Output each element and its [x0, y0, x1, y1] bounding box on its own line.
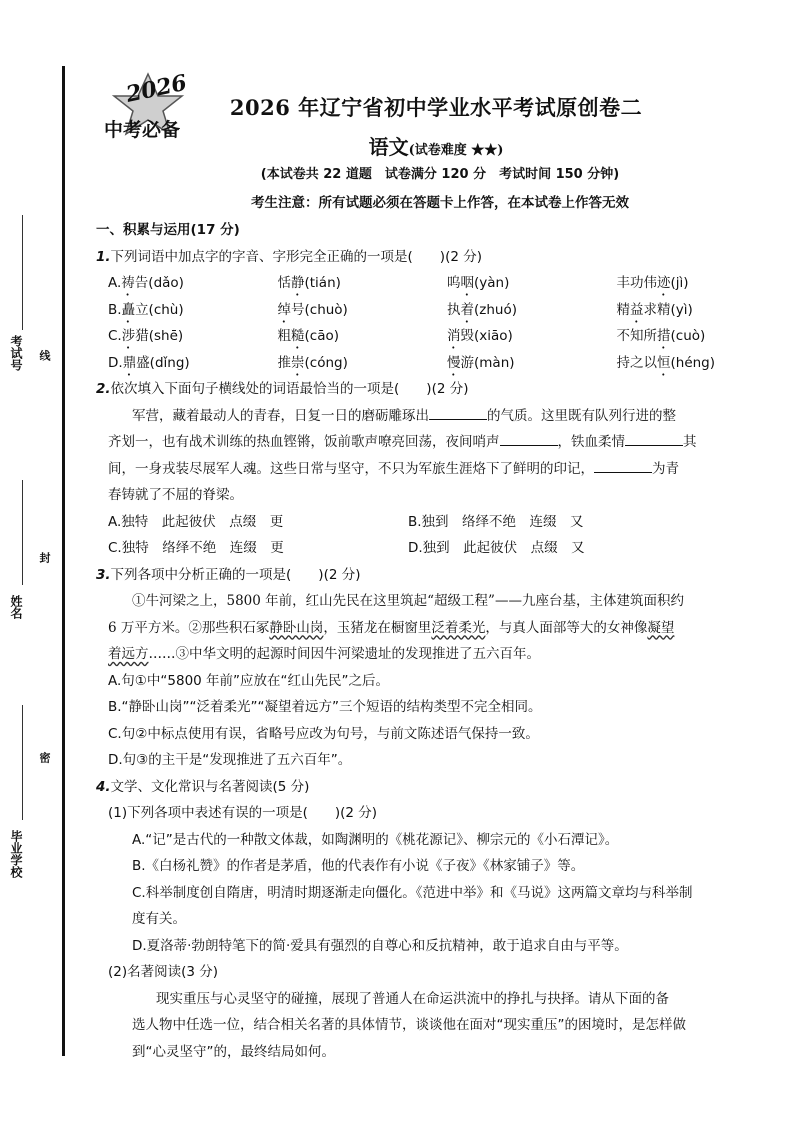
- question-2-passage-line: 军营，藏着最动人的青春，日复一日的磨砺雕琢出 的气质。这里既有队列行进的整: [96, 403, 786, 430]
- option-d: D.夏洛蒂·勃朗特笔下的简·爱具有强烈的自尊心和反抗精神，敢于追求自由与平等。: [132, 937, 628, 954]
- option-a4: 丰功伟迹(jì): [616, 275, 689, 291]
- option-c: C.科举制度创自隋唐，明清时期逐渐走向僵化。《范进中举》和《马说》这两篇文章均与科举制: [132, 884, 693, 901]
- option-b1: B.矗立(chù): [108, 301, 184, 318]
- question-3-passage-line: 着远方……③中华文明的起源时间因牛河梁遗址的发现推进了五六百年。: [108, 646, 540, 662]
- paper-subtitle: [196, 131, 676, 160]
- question-content: [96, 217, 786, 1065]
- question-2-passage-line: 间，一身戎装尽展军人魂。这些日常与坚守，不只为军旅生涯烙下了鲜明的印记， 为青: [96, 456, 786, 483]
- option-c3: 消毁(xiāo): [447, 328, 513, 344]
- binding-mark-secret: 密: [38, 752, 51, 763]
- school-blank: [22, 705, 23, 820]
- binding-mark-line: 线: [38, 350, 51, 361]
- logo-slogan: 中考必备: [104, 119, 181, 141]
- option-c: C.独特 络绎不绝 连缀 更: [108, 540, 284, 556]
- option-a1: A.祷告(dǎo): [108, 275, 184, 291]
- exam-number-label: 考试号: [9, 335, 23, 371]
- option-b3: 执着(zhuó): [447, 301, 517, 318]
- option-b4: 精益求精(yì): [616, 301, 693, 318]
- question-4-sub2-text: 选人物中任选一位，结合相关名著的具体情节，谈谈他在面对“现实重压”的困境时，是怎样做: [132, 1017, 686, 1033]
- fill-blank: [594, 458, 652, 473]
- question-2-options-row: [96, 535, 786, 562]
- option-d3: 慢游(màn): [447, 354, 515, 371]
- option-b: B.“静卧山岗”“泛着柔光”“凝望着远方”三个短语的结构类型不完全相同。: [108, 699, 542, 715]
- subject-label: 语文: [368, 135, 409, 159]
- question-3-stem: 3.下列各项中分析正确的一项是( )(2 分): [96, 566, 361, 583]
- fill-blank: [625, 431, 683, 446]
- option-a: A.独特 此起彼伏 点缀 更: [108, 513, 284, 530]
- option-d: D.独到 此起彼伏 点缀 又: [408, 540, 585, 556]
- question-2-stem: 2.依次填入下面句子横线处的词语最恰当的一项是( )(2 分): [96, 381, 469, 397]
- question-1-row-a: [96, 270, 786, 297]
- question-1-row-c: [96, 323, 786, 350]
- fill-blank: [500, 431, 558, 446]
- option-b: B.《白杨礼赞》的作者是茅盾，他的代表作有小说《子夜》《林家铺子》等。: [132, 858, 585, 874]
- binding-line: [62, 66, 65, 1056]
- student-name-blank: [22, 480, 23, 585]
- paper-title: 2026 年辽宁省初中学业水平考试原创卷二: [229, 95, 643, 120]
- question-4-sub1-stem: (1)下列各项中表述有误的一项是( )(2 分): [108, 805, 378, 821]
- section-heading: 一、积累与运用(17 分): [96, 222, 240, 238]
- question-4-sub2-stem: (2)名著阅读(3 分): [108, 964, 219, 980]
- question-1-row-d: [96, 350, 786, 377]
- difficulty-label: (试卷难度 ★★): [408, 143, 504, 158]
- option-a: A.“记”是古代的一种散文体裁，如陶渊明的《桃花源记》、柳宗元的《小石潭记》。: [132, 831, 619, 848]
- exam-number-blank: [22, 215, 23, 330]
- question-1-row-b: [96, 297, 786, 324]
- question-2-options-row: [96, 509, 786, 536]
- option-d4: 持之以恒(héng): [616, 354, 716, 371]
- option-d1: D.鼎盛(dǐng): [108, 354, 190, 371]
- question-4-sub2-text: 现实重压与心灵坚守的碰撞，展现了普通人在命运洪流中的挣扎与抉择。请从下面的备: [156, 990, 669, 1007]
- question-2-passage-line: 齐划一，也有战术训练的热血铿锵，饭前歌声嘹亮回荡，夜间哨声 ，铁血柔情 其: [96, 429, 786, 456]
- option-c4: 不知所措(cuò): [616, 328, 706, 344]
- option-c2: 粗糙(cāo): [277, 328, 339, 344]
- question-3-passage-line: 6 万平方米。②那些积石冢静卧山岗，玉猪龙在橱窗里泛着柔光，与真人面部等大的女神像凝望: [108, 619, 675, 636]
- option-c1: C.涉猎(shē): [108, 328, 184, 344]
- question-4-sub2-text: 到“心灵坚守”的，最终结局如何。: [132, 1043, 335, 1060]
- question-1-stem: 1.下列词语中加点字的字音、字形完全正确的一项是( )(2 分): [96, 248, 482, 265]
- option-a3: 呜咽(yàn): [447, 275, 510, 291]
- exam-badge-icon: [88, 66, 198, 152]
- student-name-label: 姓名: [9, 595, 23, 619]
- question-4-stem: 4.文学、文化常识与名著阅读(5 分): [96, 778, 310, 795]
- option-d2: 推崇(cóng): [277, 354, 348, 371]
- question-3-passage-line: ①牛河梁之上，5800 年前，红山先民在这里筑起“超级工程”——九座台基，主体建筑面积约: [132, 593, 684, 609]
- option-a2: 恬静(tián): [277, 275, 341, 291]
- school-label: 毕业学校: [9, 830, 23, 878]
- logo: [88, 66, 198, 152]
- exam-notice: 考生注意：所有试题必须在答题卡上作答，在本试卷上作答无效: [251, 195, 629, 211]
- option-c-continued: 度有关。: [132, 911, 186, 927]
- fill-blank: [429, 405, 487, 420]
- option-b2: 绰号(chuò): [277, 301, 348, 318]
- question-2-passage-line: 春铸就了不屈的脊梁。: [108, 487, 243, 503]
- option-d: D.句③的主干是“发现推进了五六百年”。: [108, 752, 352, 768]
- logo-year: 2026: [123, 69, 190, 108]
- option-a: A.句①中“5800 年前”应放在“红山先民”之后。: [108, 672, 390, 689]
- paper-info: (本试卷共 22 道题 试卷满分 120 分 考试时间 150 分钟): [260, 167, 620, 182]
- option-b: B.独到 络绎不绝 连缀 又: [408, 513, 584, 530]
- option-c: C.句②中标点使用有误，省略号应改为句号，与前文陈述语气保持一致。: [108, 725, 539, 742]
- binding-mark-seal: 封: [38, 552, 51, 563]
